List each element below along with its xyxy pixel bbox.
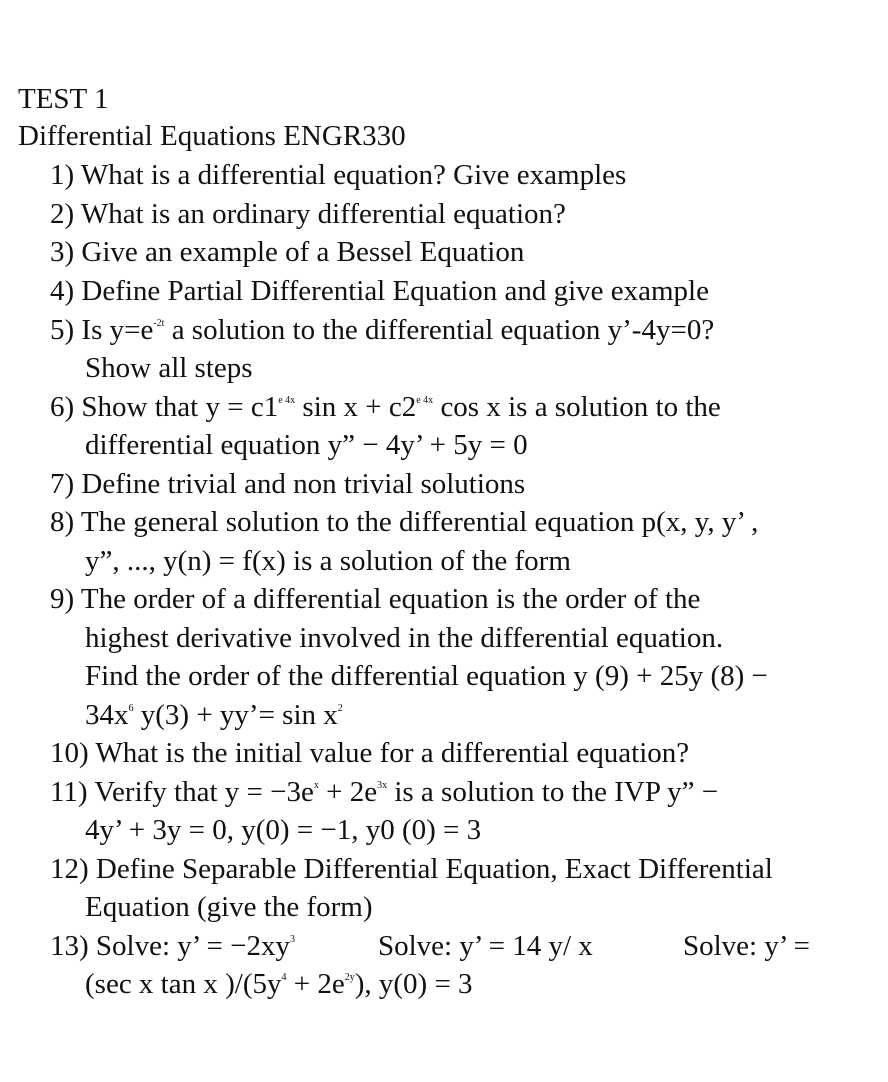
question-13-part-1	[50, 927, 295, 965]
question-8-continuation: y”, ..., y(n) = f(x) is a solution of the form	[85, 545, 571, 577]
question-6-text-b: sin x + c2	[295, 391, 417, 423]
question-5	[50, 311, 714, 349]
question-13-superscript-3: 2y	[344, 972, 355, 983]
question-11	[50, 773, 718, 811]
question-13-part-2: Solve: y’ = 14 y/ x	[378, 930, 593, 962]
question-6	[50, 388, 721, 426]
question-9-text-d: 34x	[85, 699, 129, 731]
question-5-superscript: -2t	[153, 318, 165, 329]
question-11-superscript-2: 3x	[377, 780, 388, 791]
question-11-superscript-1: x	[313, 780, 319, 791]
question-11-text-a: 11) Verify that y = −3e	[50, 776, 314, 808]
document-title: TEST 1	[18, 83, 109, 115]
question-5-continuation: Show all steps	[85, 352, 253, 384]
question-6-continuation: differential equation y” − 4y’ + 5y = 0	[85, 429, 528, 461]
question-9-text-e: y(3) + yy’= sin x	[133, 699, 338, 731]
question-13-continuation	[85, 965, 473, 1003]
question-6-text-a: 6) Show that y = c1	[50, 391, 279, 423]
question-13-superscript-2: 4	[281, 972, 287, 983]
question-10: 10) What is the initial value for a differential equation?	[50, 737, 690, 769]
question-9-line-3: Find the order of the differential equation y (9) + 25y (8) −	[85, 660, 768, 692]
question-13-text-f: ), y(0) = 3	[354, 968, 473, 1000]
question-11-continuation: 4y’ + 3y = 0, y(0) = −1, y0 (0) = 3	[85, 814, 482, 846]
question-13-part-3: Solve: y’ =	[683, 930, 810, 962]
question-9-line-2: highest derivative involved in the differential equation.	[85, 622, 724, 654]
question-1: 1) What is a differential equation? Give examples	[50, 159, 627, 191]
question-7: 7) Define trivial and non trivial solutions	[50, 468, 526, 500]
question-9-superscript-2: 2	[337, 703, 343, 714]
question-5-text-b: a solution to the differential equation y’-4y=0?	[164, 314, 715, 346]
question-2: 2) What is an ordinary differential equation?	[50, 198, 566, 230]
question-6-text-c: cos x is a solution to the	[433, 391, 721, 423]
document-subtitle: Differential Equations ENGR330	[18, 120, 406, 152]
question-13-text-a: 13) Solve: y’ = −2xy	[50, 930, 290, 962]
question-9: 9) The order of a differential equation is the order of the	[50, 583, 701, 615]
question-3: 3) Give an example of a Bessel Equation	[50, 236, 525, 268]
question-6-superscript-2: e 4x	[416, 395, 434, 406]
question-6-superscript-1: e 4x	[278, 395, 296, 406]
question-11-text-c: is a solution to the IVP y” −	[387, 776, 719, 808]
question-9-superscript-1: 6	[128, 703, 134, 714]
question-13-text-d: (sec x tan x )/(5y	[85, 968, 282, 1000]
question-8: 8) The general solution to the differential equation p(x, y, y’ ,	[50, 506, 759, 538]
question-4: 4) Define Partial Differential Equation and give example	[50, 275, 709, 307]
question-5-text-a: 5) Is y=e	[50, 314, 154, 346]
question-13-text-e: + 2e	[286, 968, 345, 1000]
question-11-text-b: + 2e	[318, 776, 378, 808]
question-13-superscript-1: 3	[290, 934, 295, 945]
question-12: 12) Define Separable Differential Equation, Exact Differential	[50, 853, 773, 885]
question-12-continuation: Equation (give the form)	[85, 891, 373, 923]
question-9-line-4	[85, 696, 343, 734]
